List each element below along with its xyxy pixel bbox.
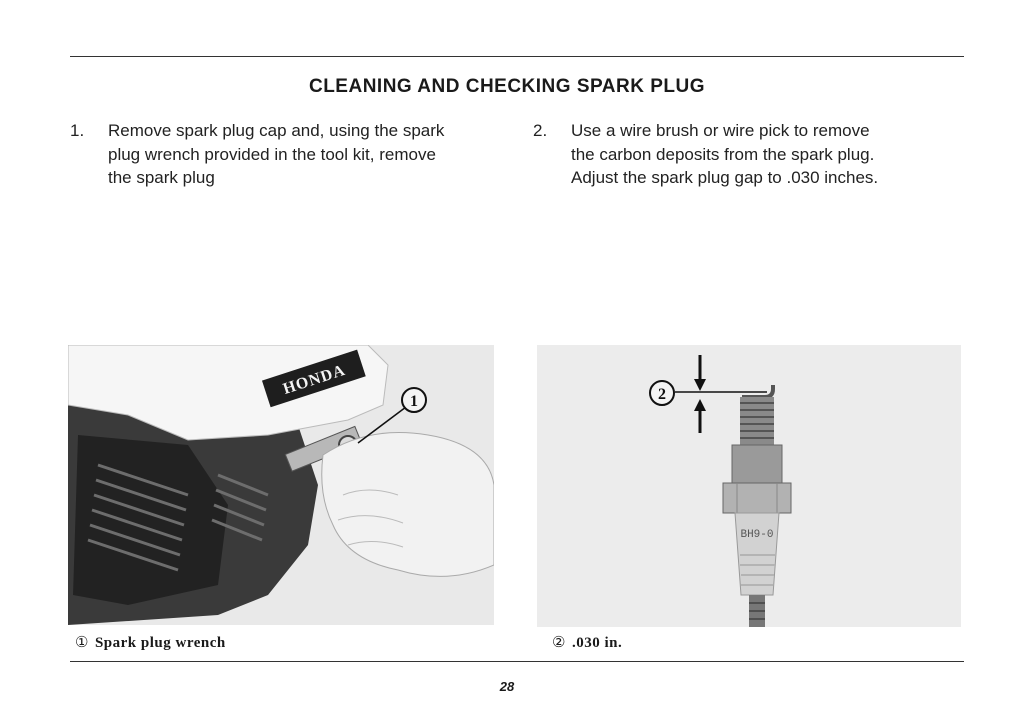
step-number: 2. [533,121,548,140]
step-line: the carbon deposits from the spark plug. [571,144,875,164]
step-line: the spark plug [108,168,215,187]
step-number: 1. [70,121,85,140]
figure-1-caption [75,633,226,652]
caption-text: .030 in. [571,635,623,651]
step-line: plug wrench provided in the tool kit, remove [108,144,436,164]
caption-marker: ① [75,635,89,651]
step-line: Remove spark plug cap and, using the spark [108,121,445,140]
plug-marking: BH9-0 [740,529,774,541]
top-rule [70,56,964,57]
step-line: Adjust the spark plug gap to .030 inches. [571,168,879,187]
step-text [108,119,444,190]
page-number: 28 [499,679,515,694]
honda-logo: HONDA [280,361,348,398]
bottom-rule [70,661,964,662]
page-title: CLEANING AND CHECKING SPARK PLUG [308,76,705,97]
spark-plug-gap-photo [537,345,961,627]
step-text [571,119,878,190]
spark-plug-wrench-photo [68,345,494,625]
caption-text: Spark plug wrench [94,635,226,651]
spark-plug-illustration [537,345,961,627]
figure-2-caption [552,633,622,652]
callout-1: 1 [410,393,418,410]
caption-marker: ② [552,635,566,651]
step-line: Use a wire brush or wire pick to remove [571,121,870,140]
engine-illustration [68,345,494,625]
callout-2: 2 [658,386,666,403]
